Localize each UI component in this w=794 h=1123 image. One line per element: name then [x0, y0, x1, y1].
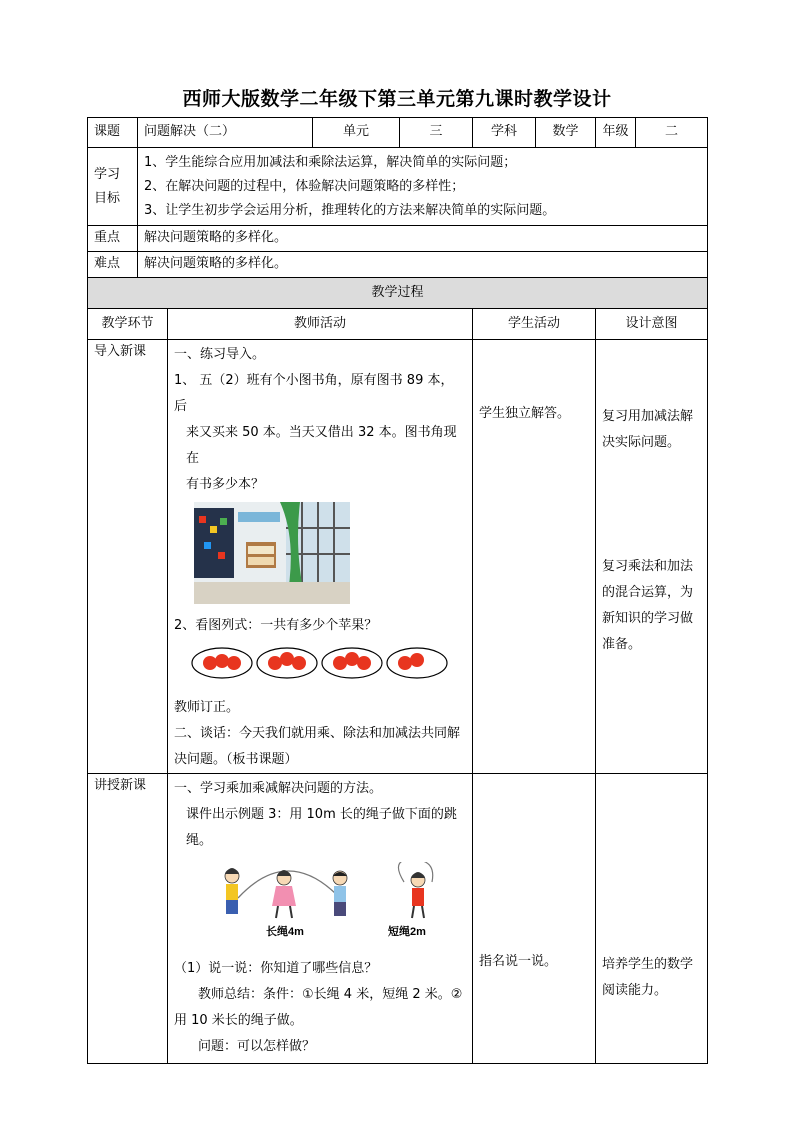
- design-intent-new: [596, 773, 708, 1063]
- intent-line: 新知识的学习做: [602, 611, 694, 626]
- teacher-line: 决问题。（板书课题）: [174, 751, 298, 767]
- lesson-label: 课题: [88, 118, 138, 148]
- goals-label-1: 学习: [94, 166, 121, 182]
- unit-label: 单元: [313, 118, 400, 148]
- section-intro-row: [88, 340, 708, 774]
- teacher-line: 教师总结：条件：①长绳 4 米，短绳 2 米。②: [198, 986, 463, 1002]
- goal-item: 2、在解决问题的过程中，体验解决问题策略的多样性；: [144, 178, 465, 194]
- apple-plate-2: [257, 648, 317, 678]
- jump-rope-illustration: [218, 862, 448, 926]
- intent-line: 复习乘法和加法: [602, 559, 694, 574]
- subject-value: 数学: [536, 118, 596, 148]
- book-corner-photo: [194, 502, 350, 604]
- intent-line: 决实际问题。: [602, 435, 681, 450]
- key-point-row: [88, 226, 708, 252]
- key-point-label: 重点: [88, 226, 138, 252]
- goal-item: 1、学生能综合应用加减法和乘除法运算，解决简单的实际问题；: [144, 154, 517, 170]
- section-new-row: [88, 773, 708, 1063]
- teacher-line: 有书多少本？: [186, 477, 265, 492]
- student-text: 学生独立解答。: [479, 406, 571, 421]
- student-activity-intro: [473, 340, 596, 774]
- design-intent-intro: [596, 340, 708, 774]
- intent-line: 准备。: [602, 637, 642, 652]
- apples-picture: [190, 643, 450, 683]
- goals-content: [138, 148, 708, 226]
- subject-label: 学科: [473, 118, 536, 148]
- teacher-line: 来又买来 50 本。当天又借出 32 本。图书角现在: [186, 425, 457, 466]
- apple-plate-3: [322, 648, 382, 678]
- difficulty-label: 难点: [88, 252, 138, 278]
- student-activity-new: [473, 773, 596, 1063]
- column-stage: 教学环节: [88, 309, 168, 340]
- key-point-value: 解决问题策略的多样化。: [138, 226, 708, 252]
- jump-rope-picture: [218, 862, 448, 942]
- goals-row: [88, 148, 708, 226]
- teacher-line: 课件出示例题 3：用 10m 长的绳子做下面的跳绳。: [186, 806, 457, 848]
- teacher-line: （1）说一说：你知道了哪些信息？: [174, 960, 378, 976]
- teacher-line: 1、 五（2）班有个小图书角，原有图书 89 本，后: [174, 373, 454, 414]
- column-teacher: 教师活动: [168, 309, 473, 340]
- difficulty-value: 解决问题策略的多样化。: [138, 252, 708, 278]
- intent-line: 的混合运算，为: [602, 585, 694, 600]
- difficulty-row: [88, 252, 708, 278]
- page-title: 西师大版数学二年级下第三单元第九课时教学设计: [182, 88, 612, 110]
- column-intent: 设计意图: [596, 309, 708, 340]
- teacher-line: 2、看图列式：一共有多少个苹果？: [174, 618, 378, 634]
- intent-line: 阅读能力。: [602, 982, 668, 998]
- apple-plate-4: [387, 648, 447, 678]
- goals-label-2: 目标: [94, 190, 121, 206]
- stage-new: 讲授新课: [88, 773, 168, 1063]
- student-text: 指名说一说。: [479, 953, 558, 969]
- info-row: [88, 118, 708, 148]
- goals-label: [88, 148, 138, 226]
- stage-intro: 导入新课: [88, 340, 168, 774]
- teacher-activity-new: [168, 773, 473, 1063]
- apple-plate-1: [192, 648, 252, 678]
- lesson-plan-table: [87, 117, 708, 1064]
- grade-value: 二: [636, 118, 708, 148]
- teacher-activity-intro: [168, 340, 473, 774]
- intent-line: 复习用加减法解: [602, 409, 694, 424]
- teacher-line: 二、谈话：今天我们就用乘、除法和加减法共同解: [174, 725, 461, 741]
- teacher-line: 一、学习乘加乘减解决问题的方法。: [174, 780, 383, 796]
- process-header-row: [88, 278, 708, 309]
- process-header: 教学过程: [88, 278, 708, 309]
- intent-line: 培养学生的数学: [602, 956, 694, 972]
- teacher-line: 教师订正。: [174, 699, 240, 715]
- unit-value: 三: [400, 118, 473, 148]
- column-student: 学生活动: [473, 309, 596, 340]
- goal-item: 3、让学生初步学会运用分析，推理转化的方法来解决简单的实际问题。: [144, 202, 556, 218]
- teacher-line: 用 10 米长的绳子做。: [174, 1012, 303, 1028]
- grade-label: 年级: [596, 118, 636, 148]
- lesson-value: 问题解决（二）: [138, 118, 313, 148]
- teacher-line: 一、练习导入。: [174, 347, 266, 362]
- column-header-row: [88, 309, 708, 340]
- short-rope-label: 短绳2m: [388, 925, 426, 938]
- teacher-line: 问题：可以怎样做？: [198, 1038, 316, 1054]
- long-rope-label: 长绳4m: [266, 925, 304, 938]
